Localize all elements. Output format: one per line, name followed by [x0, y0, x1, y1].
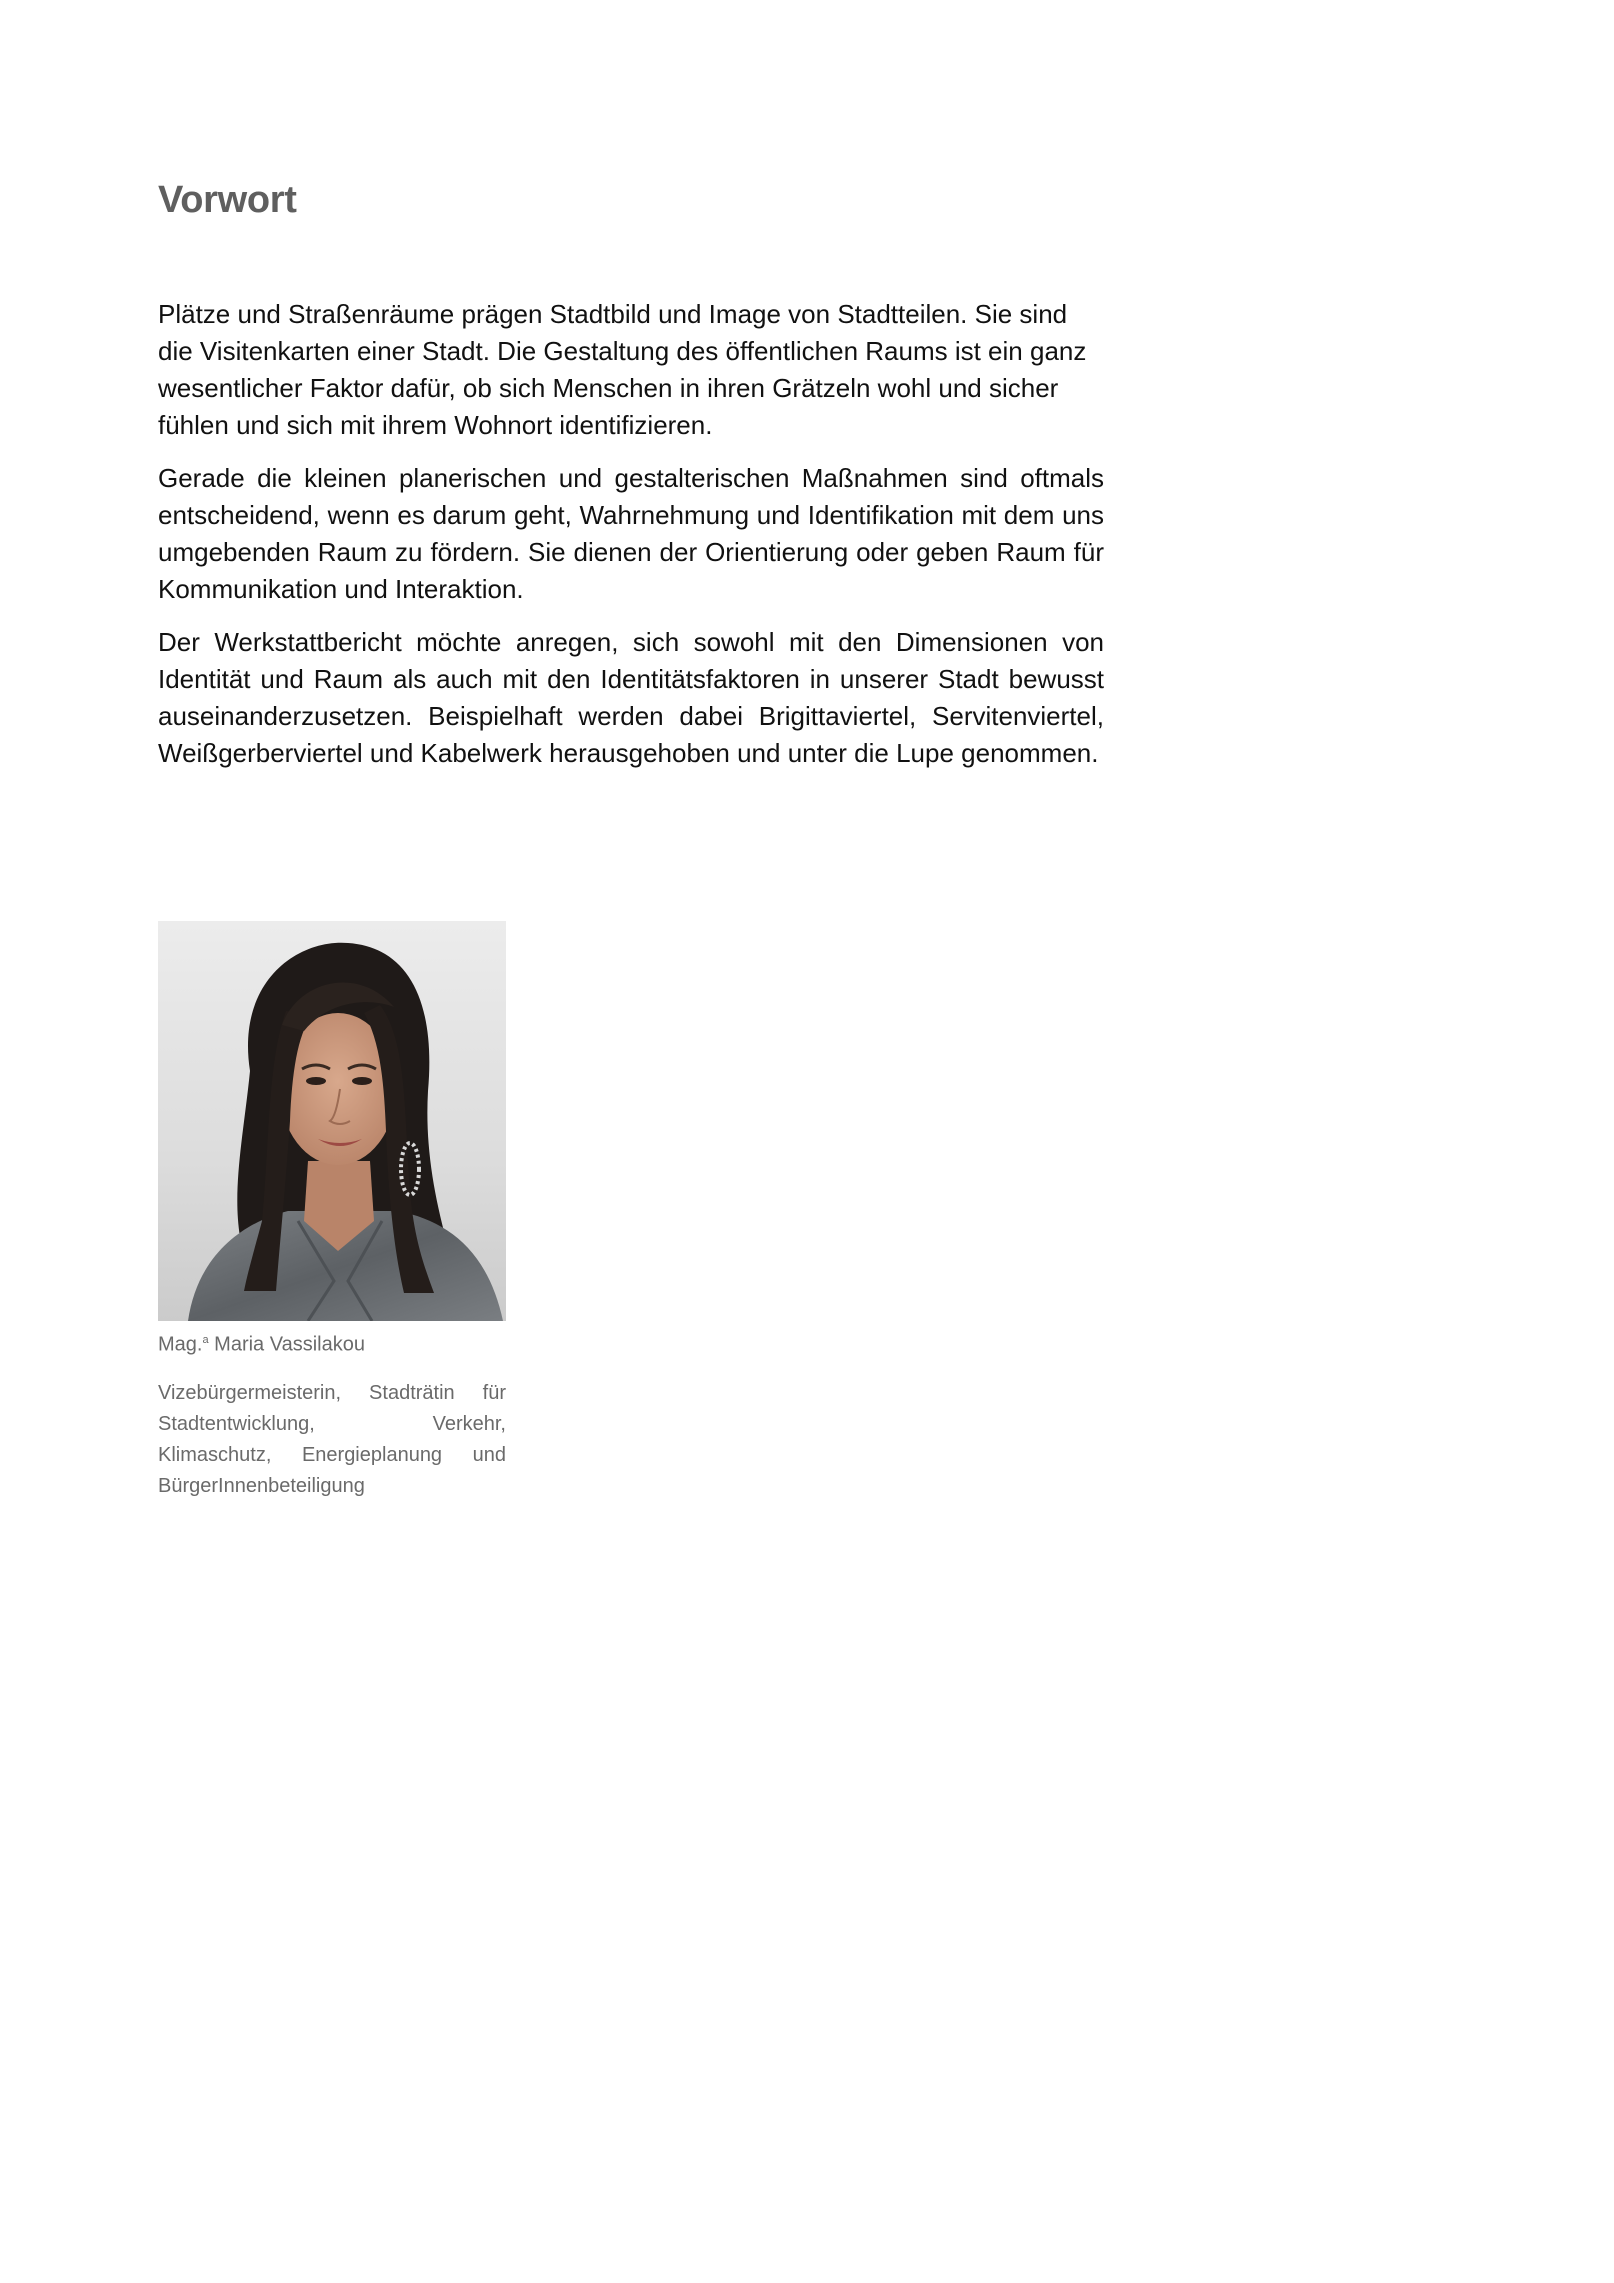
author-title: Mag. [158, 1333, 203, 1356]
page-title: Vorwort [158, 179, 297, 221]
portrait-photo-icon [158, 921, 506, 1321]
paragraph-3: Der Werkstattbericht möchte anregen, sich sowohl mit den Dimensionen von Identität und Raum als auch mit den Identitätsfaktoren in unserer Stadt bewusst auseinanderzusetzen. Beispielhaft werden dabei Brigittaviertel, Servitenviertel, Weißgerberviertel und Kabelwerk herausgehoben und unter die Lupe genommen. [158, 627, 1104, 768]
right-eye [352, 1077, 372, 1085]
author-portrait [158, 921, 506, 1321]
left-eye [306, 1077, 326, 1085]
author-caption [158, 1325, 506, 1502]
paragraph-1: Plätze und Straßenräume prägen Stadtbild und Image von Stadtteilen. Sie sind die Visitenkarten einer Stadt. Die Gestaltung des öffentlichen Raums ist ein ganz wesentlicher Faktor dafür, ob sich Menschen in ihren Grätzeln wohl und sicher fühlen und sich mit ihrem Wohnort identifizieren. [158, 299, 1087, 440]
author-role: Vizebürgermeisterin, Stadträtin für Stadtentwicklung, Verkehr, Klimaschutz, Energieplanung und BürgerInnenbeteiligung [158, 1381, 506, 1497]
author-title-sup: a [202, 1334, 209, 1346]
foreword-text [158, 296, 1104, 788]
paragraph-2: Gerade die kleinen planerischen und gestalterischen Maßnahmen sind oftmals entscheidend, wenn es darum geht, Wahrnehmung und Identifikation mit dem uns umgebenden Raum zu fördern. Sie dienen der Orientierung oder geben Raum für Kommunikation und Interaktion. [158, 463, 1104, 604]
author-name [158, 1325, 506, 1360]
author-name-text: Maria Vassilakou [214, 1333, 365, 1356]
